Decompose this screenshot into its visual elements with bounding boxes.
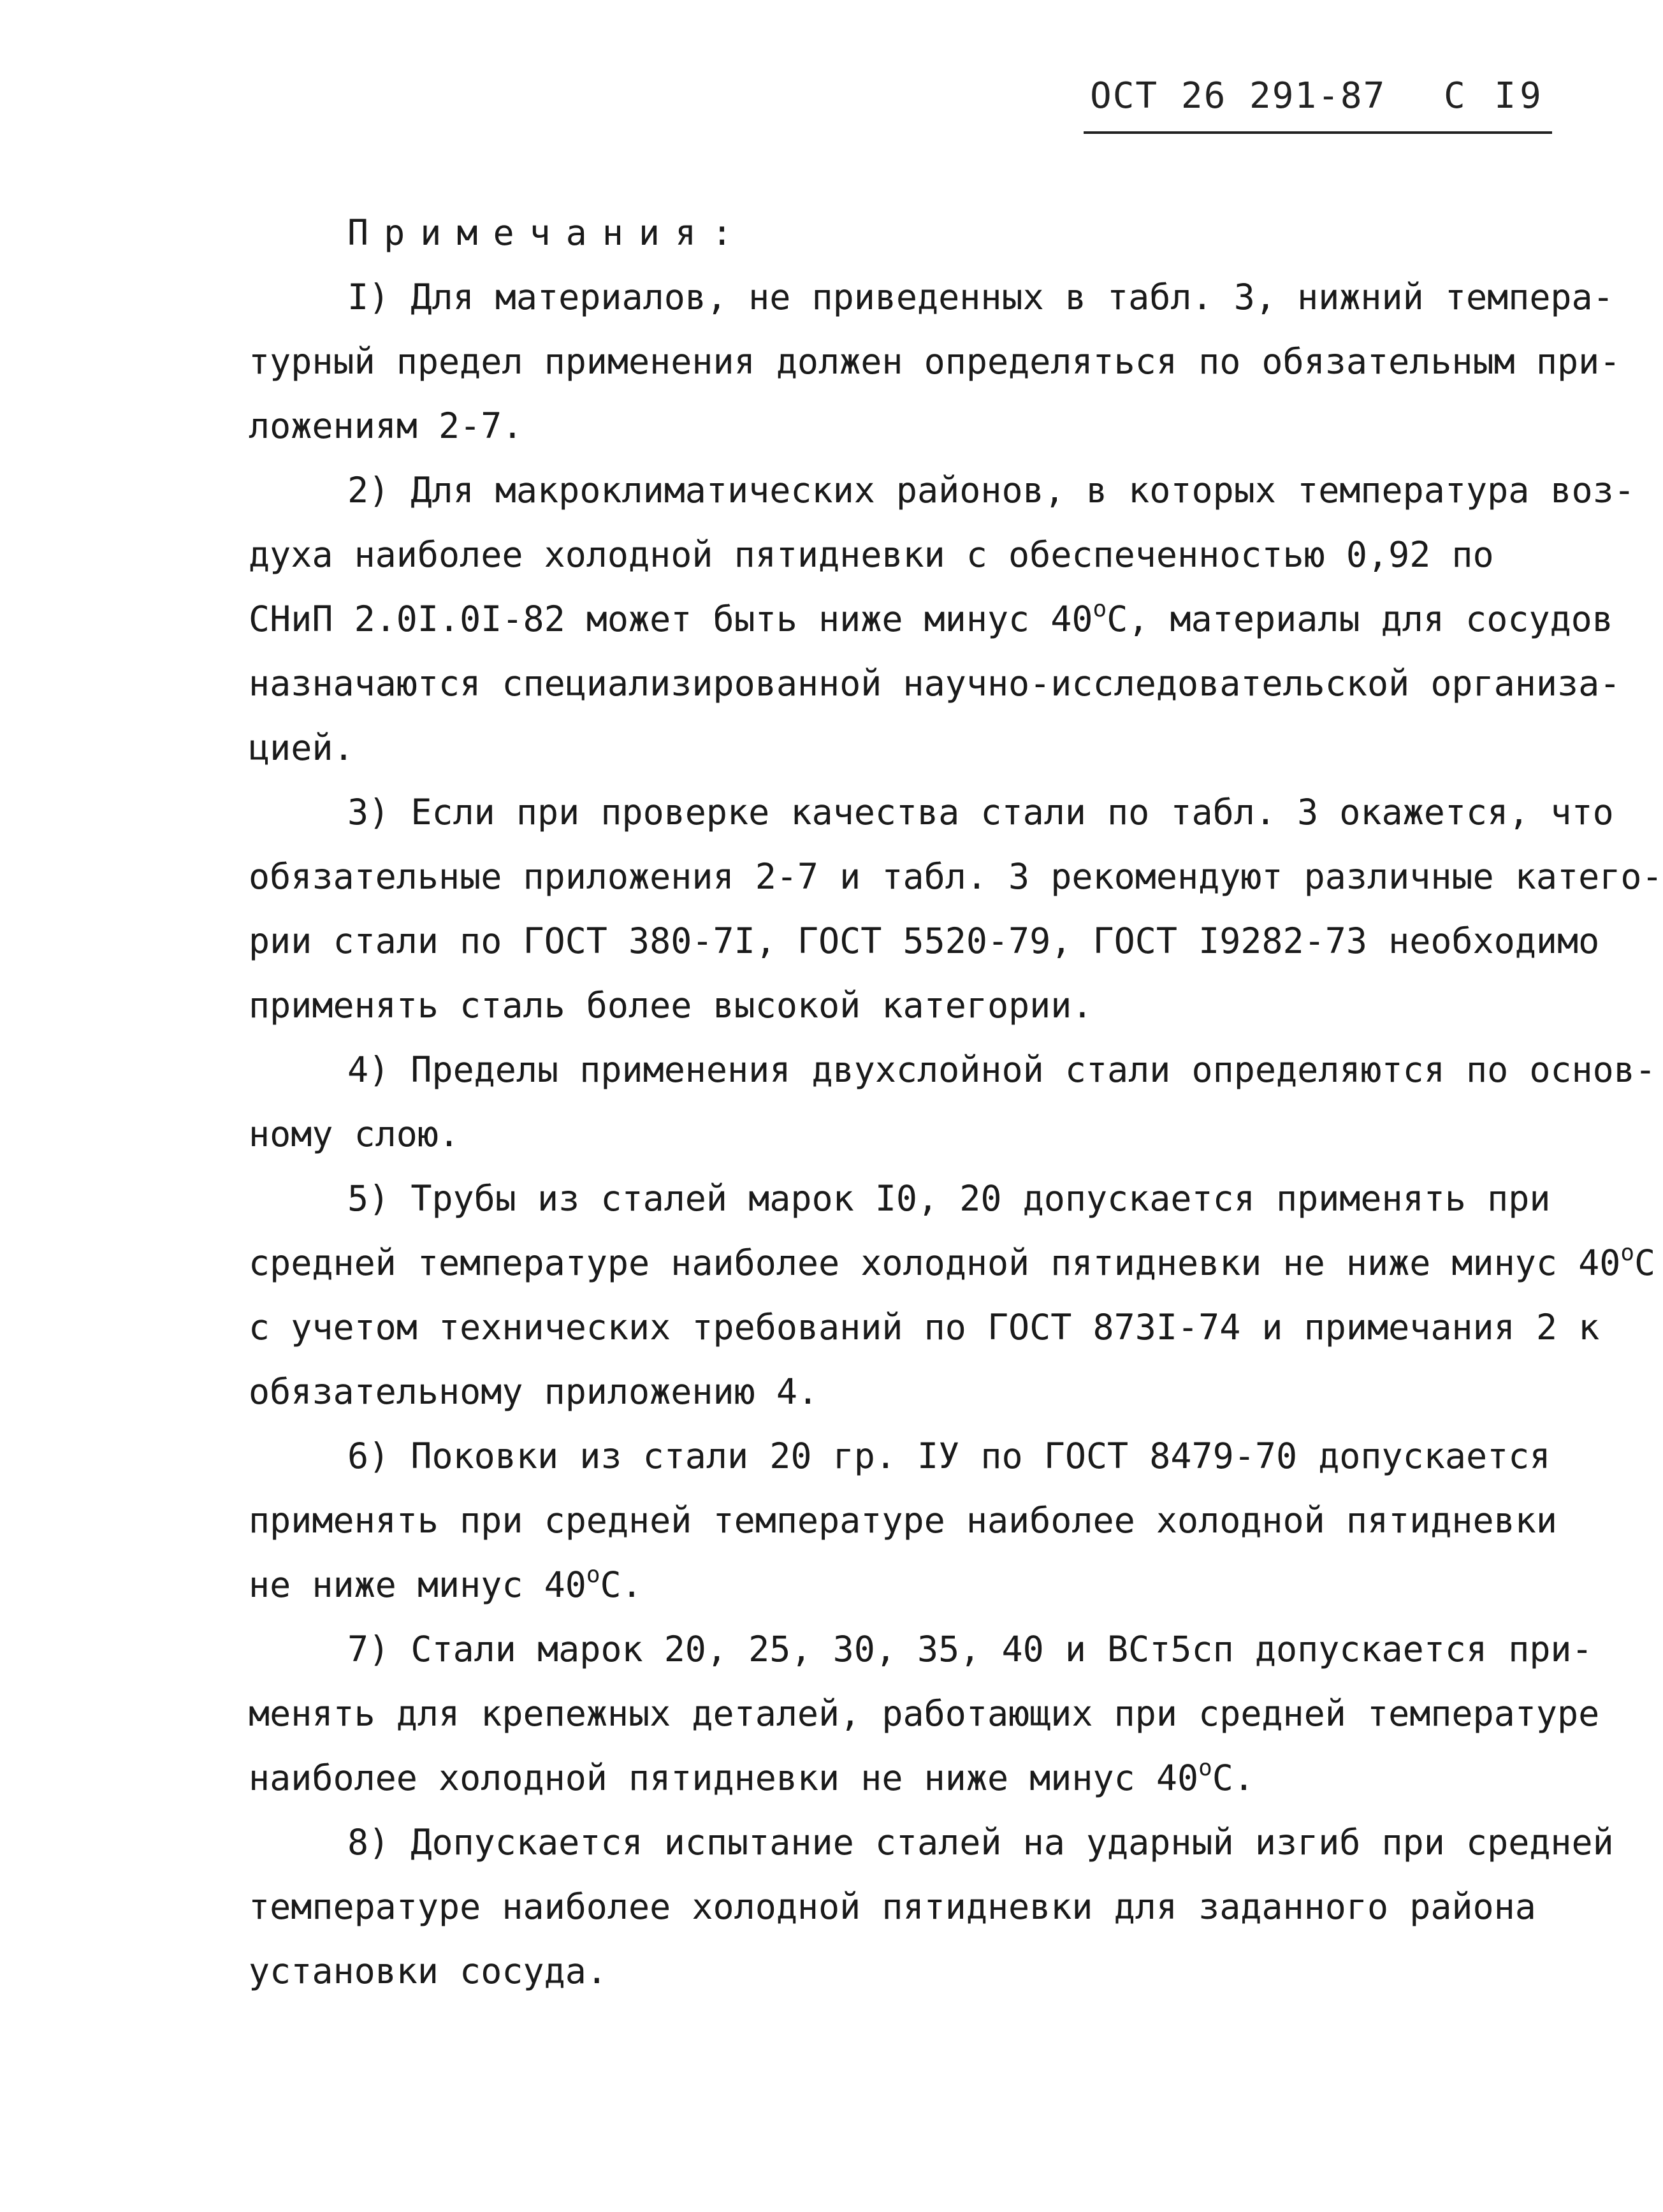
note-2-line-5: цией. — [249, 727, 354, 768]
note-5-line-1: 5) Трубы из сталей марок I0, 20 допускается применять при — [347, 1178, 1551, 1219]
note-7-line-1: 7) Стали марок 20, 25, 30, 35, 40 и ВСт5сп допускается при- — [347, 1629, 1593, 1670]
note-4-line-2: ному слою. — [249, 1114, 460, 1154]
note-2-line-3-b: С, материалы для сосудов — [1107, 599, 1613, 639]
note-6-line-3-a: не ниже минус 40 — [249, 1564, 586, 1605]
note-6-line-3 — [249, 1553, 1555, 1617]
notes-body — [249, 201, 1663, 2004]
note-5-line-4: обязательному приложению 4. — [249, 1371, 819, 1412]
note-4-line-1: 4) Пределы применения двухслойной стали определяются по основ- — [347, 1049, 1656, 1090]
note-5-line-2-a: средней температуре наиболее холодной пятидневки не ниже минус 40 — [249, 1242, 1621, 1283]
note-6-line-3-b: С. — [600, 1564, 643, 1605]
note-1-line-3: ложениям 2-7. — [249, 405, 523, 446]
note-5-line-2 — [249, 1231, 1656, 1295]
note-8-line-1: 8) Допускается испытание сталей на ударный изгиб при средней — [347, 1822, 1614, 1863]
note-7-line-3-b: С. — [1212, 1757, 1254, 1798]
note-7-line-3-a: наиболее холодной пятидневки не ниже минус 40 — [249, 1757, 1199, 1798]
note-1-line-2: турный предел применения должен определяться по обязательным при- — [249, 341, 1621, 382]
note-3-line-4: применять сталь более высокой категории. — [249, 985, 1093, 1026]
note-7-line-3 — [249, 1746, 1555, 1810]
note-2-line-1: 2) Для макроклиматических районов, в которых температура воз- — [347, 470, 1635, 511]
page-number: С I9 — [1444, 75, 1545, 117]
note-8-line-3: установки сосуда. — [249, 1951, 607, 1991]
header-underline — [1084, 131, 1552, 134]
note-3-line-3: рии стали по ГОСТ 380-7I, ГОСТ 5520-79, ГОСТ I9282-73 необходимо — [249, 920, 1600, 961]
note-1-line-1: I) Для материалов, не приведенных в табл. 3, нижний темпера- — [347, 277, 1614, 317]
degree-superscript: о — [586, 1561, 600, 1588]
note-5-line-2-b: С — [1634, 1242, 1656, 1283]
note-2-line-4: назначаются специализированной научно-исследовательской организа- — [249, 663, 1621, 704]
notes-heading: Примечания: — [347, 212, 748, 253]
page-header — [1084, 75, 1555, 139]
note-7-line-2: менять для крепежных деталей, работающих при средней температуре — [249, 1693, 1600, 1734]
note-6-line-2: применять при средней температуре наиболее холодной пятидневки — [249, 1500, 1557, 1541]
note-3-line-1: 3) Если при проверке качества стали по табл. 3 окажется, что — [347, 792, 1614, 833]
degree-superscript: о — [1620, 1239, 1635, 1266]
note-2-line-3-a: СНиП 2.0I.0I-82 может быть ниже минус 40 — [249, 599, 1093, 639]
document-id: ОСТ 26 291-87 — [1090, 75, 1386, 117]
note-3-line-2: обязательные приложения 2-7 и табл. 3 рекомендуют различные катего- — [249, 856, 1663, 897]
note-8-line-2: температуре наиболее холодной пятидневки для заданного района — [249, 1886, 1536, 1927]
note-2-line-3 — [249, 587, 1613, 651]
note-2-line-2: духа наиболее холодной пятидневки с обеспеченностью 0,92 по — [249, 534, 1494, 575]
note-6-line-1: 6) Поковки из стали 20 гр. IУ по ГОСТ 8479-70 допускается — [347, 1436, 1551, 1476]
degree-superscript: о — [1198, 1754, 1212, 1781]
note-5-line-3: с учетом технических требований по ГОСТ 873I-74 и примечания 2 к — [249, 1307, 1600, 1348]
degree-superscript: о — [1093, 595, 1107, 622]
